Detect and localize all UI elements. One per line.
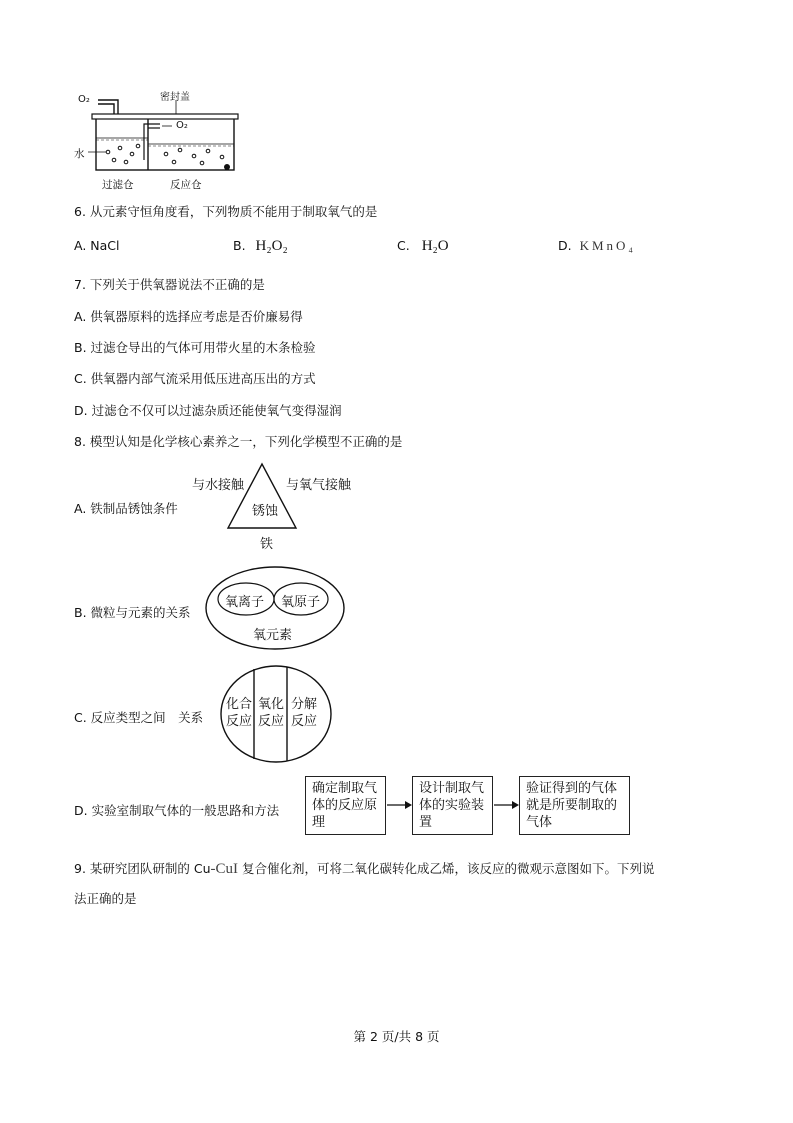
- with-water-label: 与水接触: [192, 478, 245, 493]
- q7-option-b: B. 过滤仓导出的气体可用带火星的木条检验: [74, 340, 316, 355]
- q6-option-d-label: D.: [558, 238, 572, 253]
- flow-step-3: 验证得到的气体就是所要制取的气体: [519, 776, 630, 835]
- reaction-chamber-label: 反应仓: [170, 179, 202, 191]
- q7-option-c: C. 供氧器内部气流采用低压进高压出的方式: [74, 371, 316, 386]
- water-label: 水: [74, 148, 85, 160]
- q7-stem: 7. 下列关于供氧器说法不正确的是: [74, 277, 265, 292]
- q9-stem-line2: 法正确的是: [74, 891, 137, 906]
- combination-reaction-label: 化合反应: [225, 697, 252, 729]
- arrow-right-icon: [405, 801, 412, 809]
- q6-stem: 6. 从元素守恒角度看，下列物质不能用于制取氧气的是: [74, 204, 378, 219]
- q6-option-d: [558, 238, 636, 254]
- q9-stem-part2: 复合催化剂，可将二氧化碳转化成乙烯，该反应的微观示意图如下。下列说: [238, 861, 655, 876]
- q6-option-a: A. NaCl: [74, 238, 120, 253]
- oxygen-supplier-diagram: [76, 88, 246, 194]
- reaction-type-diagram: [218, 664, 334, 764]
- oxidation-reaction-label: 氧化反应: [257, 697, 284, 729]
- lid-label: 密封盖: [160, 92, 190, 103]
- o2-inlet-label: O₂: [176, 120, 188, 131]
- filter-chamber-label: 过滤仓: [102, 179, 134, 191]
- q6-option-b-formula: H₂O₂: [255, 238, 288, 254]
- q6-option-c-formula: H₂O: [421, 238, 449, 254]
- decomposition-reaction-label: 分解反应: [290, 697, 317, 729]
- q7-option-a: A. 供氧器原料的选择应考虑是否价廉易得: [74, 309, 303, 324]
- oxygen-atom-label: 氧原子: [281, 595, 321, 610]
- flow-arrows-svg: [386, 798, 520, 812]
- q6-option-b: [233, 238, 288, 255]
- particle-element-diagram: [204, 565, 346, 651]
- q8-option-b-label: B. 微粒与元素的关系: [74, 605, 191, 620]
- q6-option-d-formula: KMnO₄: [579, 238, 636, 253]
- rust-condition-diagram: [190, 460, 365, 552]
- flow-step-1: 确定制取气体的反应原理: [305, 776, 386, 835]
- q9-catalyst-formula: -CuI: [210, 861, 239, 877]
- o2-outlet-label: O₂: [78, 94, 90, 105]
- q9-stem-line1: [74, 859, 655, 878]
- oxygen-ion-label: 氧离子: [225, 595, 265, 610]
- q9-stem-part1: 9. 某研究团队研制的 Cu: [74, 861, 211, 876]
- arrow-right-icon: [512, 801, 519, 809]
- flow-step-2: 设计制取气体的实验装置: [412, 776, 493, 835]
- page-footer: 第 2 页/共 8 页: [353, 1029, 440, 1044]
- q8-option-c-label: C. 反应类型之间 关系: [74, 710, 204, 725]
- q8-option-d-label: D. 实验室制取气体的一般思路和方法: [74, 803, 280, 818]
- q8-stem: 8. 模型认知是化学核心素养之一，下列化学模型不正确的是: [74, 434, 403, 449]
- q6-option-c-label: C.: [397, 238, 410, 253]
- with-oxygen-label: 与氧气接触: [286, 478, 352, 493]
- q8-option-a-label: A. 铁制品锈蚀条件: [74, 501, 178, 516]
- iron-label: 铁: [260, 537, 274, 552]
- q7-option-d: D. 过滤仓不仅可以过滤杂质还能使氧气变得湿润: [74, 403, 342, 418]
- rust-label: 锈蚀: [252, 504, 279, 519]
- oxygen-element-label: 氧元素: [253, 628, 293, 643]
- q6-option-c: [397, 238, 449, 255]
- q6-option-b-label: B.: [233, 238, 246, 253]
